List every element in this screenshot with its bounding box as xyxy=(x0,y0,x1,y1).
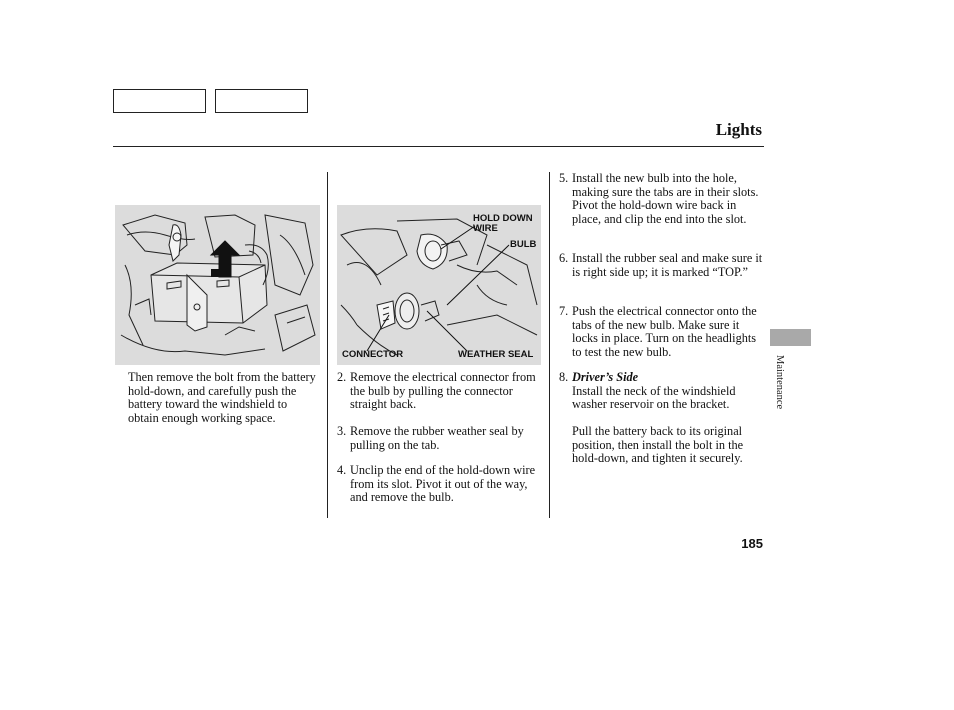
label-bulb: BULB xyxy=(510,239,537,250)
column-divider-2 xyxy=(549,172,550,518)
step-3: 3. Remove the rubber weather seal by pulling on the tab. xyxy=(337,424,524,452)
step-8: 8. Driver’s Side Install the neck of the windshield washer reservoir on the bracket. xyxy=(559,371,764,412)
step-7: 7. Push the electrical connector onto the tabs of the new bulb. Make sure it locks in place. Turn on the headlights to test the new bulb. xyxy=(559,304,757,359)
drivers-side-heading: Driver’s Side xyxy=(572,370,639,384)
title-rule xyxy=(113,146,764,147)
page-title: Lights xyxy=(715,120,762,139)
label-hold-down-wire: HOLD DOWN xyxy=(473,213,533,224)
step-5: 5. Install the new bulb into the hole, making sure the tabs are in their slots. Pivot the hold-down wire back in place, and clip the end into the slot. xyxy=(559,171,759,226)
nav-button-right[interactable] xyxy=(215,89,308,113)
battery-figure xyxy=(115,205,320,365)
label-hold-down-wire-line2: WIRE xyxy=(473,223,498,234)
headlight-illustration xyxy=(337,205,541,365)
step-2: 2. Remove the electrical connector from the bulb by pulling the connector straight back. xyxy=(337,370,536,411)
step-6: 6. Install the rubber seal and make sure it is right side up; it is marked “TOP.” xyxy=(559,251,763,279)
battery-illustration xyxy=(115,205,320,365)
section-tab[interactable] xyxy=(770,329,811,346)
label-weather-seal: WEATHER SEAL xyxy=(458,349,534,360)
page-number: 185 xyxy=(741,536,763,551)
nav-button-left[interactable] xyxy=(113,89,206,113)
section-label: Maintenance xyxy=(774,355,785,410)
step-4: 4. Unclip the end of the hold-down wire from its slot. Pivot it out of the way, and remove the bulb. xyxy=(337,463,536,504)
label-connector: CONNECTOR xyxy=(342,349,404,360)
headlight-figure xyxy=(337,205,541,365)
column-divider-1 xyxy=(327,172,328,518)
battery-instructions: Then remove the bolt from the battery hold-down, and carefully push the battery toward the windshield to obtain enough working space. xyxy=(128,370,316,425)
final-instructions: Pull the battery back to its original position, then install the bolt in the hold-down, and tighten it securely. xyxy=(572,424,744,465)
